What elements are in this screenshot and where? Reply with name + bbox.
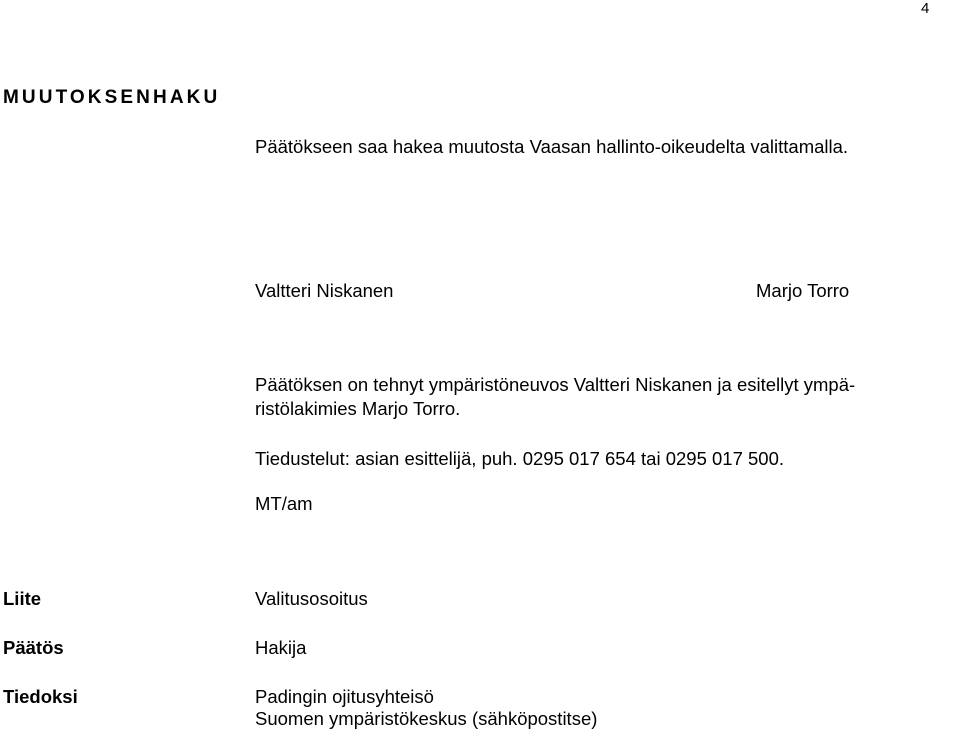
section-heading: MUUTOKSENHAKU — [3, 87, 221, 108]
notification-label: Tiedoksi — [3, 686, 78, 707]
attachments-label: Liite — [3, 588, 42, 609]
appeal-instructions: Päätökseen saa hakea muutosta Vaasan hallinto-oikeudelta valittamalla. — [255, 136, 849, 157]
initials: MT/am — [255, 493, 313, 514]
signature-right: Marjo Torro — [756, 280, 850, 301]
decision-maker-line-2: ristölakimies Marjo Torro. — [255, 398, 461, 419]
notification-recipient-2: Suomen ympäristökeskus (sähköpostitse) — [255, 708, 598, 729]
page-number: 4 — [921, 0, 930, 17]
decision-maker-line-1: Päätöksen on tehnyt ympäristöneuvos Valtteri Niskanen ja esitellyt ympä- — [255, 374, 856, 395]
decision-recipient: Hakija — [255, 637, 307, 658]
signature-left: Valtteri Niskanen — [255, 280, 394, 301]
decision-maker-paragraph — [255, 373, 955, 421]
attachments-value: Valitusosoitus — [255, 588, 368, 609]
decision-label: Päätös — [3, 637, 64, 658]
inquiries-text: Tiedustelut: asian esittelijä, puh. 0295 017 654 tai 0295 017 500. — [255, 448, 785, 469]
notification-recipient-1: Padingin ojitusyhteisö — [255, 686, 434, 707]
